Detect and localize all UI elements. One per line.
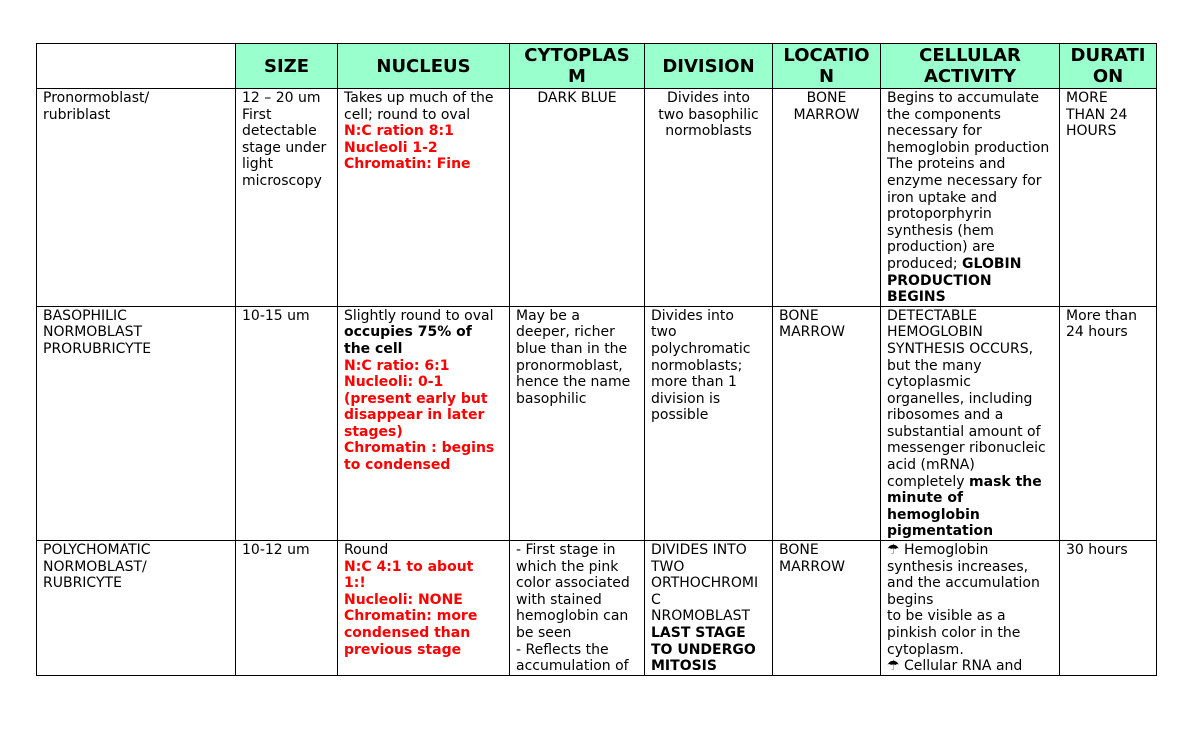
header-nucleus: NUCLEUS xyxy=(338,44,510,89)
size-cell: 10-12 um xyxy=(236,541,338,676)
cytoplasm-cell: - First stage in which the pink color associated with stained hemoglobin can be seen - Reflects the accumulation of xyxy=(510,541,645,676)
header-division: DIVISION xyxy=(645,44,773,89)
size-cell: 10-15 um xyxy=(236,306,338,540)
cytoplasm-cell: DARK BLUE xyxy=(510,89,645,307)
cell-stage-table xyxy=(36,43,1157,676)
header-duration: DURATI ON xyxy=(1060,44,1157,89)
activity-cell: Begins to accumulate the components necessary for hemoglobin production The proteins and enzyme necessary for iron uptake and protoporphyrin synthesis (hem production) are produced; GLOBIN PRODUCTION BEGINS xyxy=(881,89,1060,307)
division-cell: Divides into two basophilic normoblasts xyxy=(645,89,773,307)
stage-cell: POLYCHOMATIC NORMOBLAST/ RUBRICYTE xyxy=(37,541,236,676)
location-cell: BONE MARROW xyxy=(773,89,881,307)
table-row xyxy=(37,89,1157,307)
header-size: SIZE xyxy=(236,44,338,89)
duration-cell: MORE THAN 24 HOURS xyxy=(1060,89,1157,307)
duration-cell: More than 24 hours xyxy=(1060,306,1157,540)
division-cell: DIVIDES INTO TWO ORTHOCHROMI C NROMOBLAST LAST STAGE TO UNDERGO MITOSIS xyxy=(645,541,773,676)
duration-cell: 30 hours xyxy=(1060,541,1157,676)
stage-cell: BASOPHILIC NORMOBLAST PRORUBRICYTE xyxy=(37,306,236,540)
table-row xyxy=(37,306,1157,540)
nucleus-cell: Round N:C 4:1 to about 1:! Nucleoli: NONE Chromatin: more condensed than previous stage xyxy=(338,541,510,676)
division-cell: Divides into two polychromatic normoblasts; more than 1 division is possible xyxy=(645,306,773,540)
activity-cell: DETECTABLE HEMOGLOBIN SYNTHESIS OCCURS, but the many cytoplasmic organelles, including ribosomes and a substantial amount of messenger ribonucleic acid (mRNA) completely mask the minute of hemoglobin pigmentation xyxy=(881,306,1060,540)
cytoplasm-cell: May be a deeper, richer blue than in the pronormoblast, hence the name basophilic xyxy=(510,306,645,540)
header-location: LOCATIO N xyxy=(773,44,881,89)
table-row xyxy=(37,541,1157,676)
size-cell: 12 – 20 um First detectable stage under light microscopy xyxy=(236,89,338,307)
header-cellular-activity: CELLULAR ACTIVITY xyxy=(881,44,1060,89)
stage-cell: Pronormoblast/ rubriblast xyxy=(37,89,236,307)
nucleus-cell: Takes up much of the cell; round to oval N:C ration 8:1 Nucleoli 1-2 Chromatin: Fine xyxy=(338,89,510,307)
header-row xyxy=(37,44,1157,89)
location-cell: BONE MARROW xyxy=(773,541,881,676)
header-cytoplasm: CYTOPLAS M xyxy=(510,44,645,89)
header-blank xyxy=(37,44,236,89)
activity-cell: ☂ Hemoglobin synthesis increases, and the accumulation begins to be visible as a pinkish color in the cytoplasm. ☂ Cellular RNA and xyxy=(881,541,1060,676)
nucleus-cell: Slightly round to oval occupies 75% of the cell N:C ratio: 6:1 Nucleoli: 0-1 (present early but disappear in later stages) Chromatin : begins to condensed xyxy=(338,306,510,540)
location-cell: BONE MARROW xyxy=(773,306,881,540)
